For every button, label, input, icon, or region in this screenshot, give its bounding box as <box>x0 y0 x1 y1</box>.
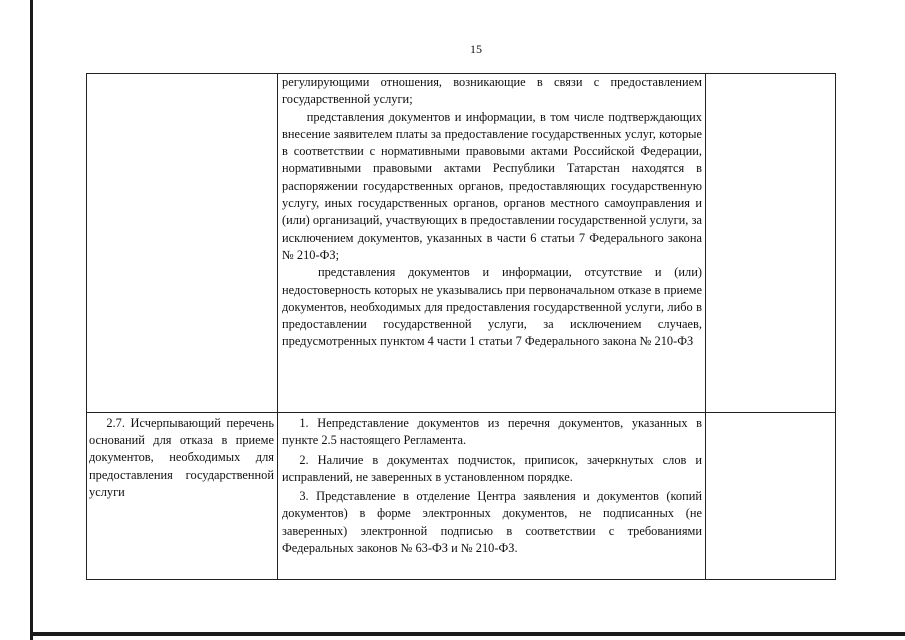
row1-content-cell <box>278 74 706 413</box>
page-frame-left-border <box>30 0 33 640</box>
row1-paragraph-2: представления документов и информации, в том числе подтверждающих внесение заявителем платы за предоставление государственных услуг, которые в соответствии с нормативными правовыми актами Российской Федерации, нормативными правовыми актами Республики Татарстан находятся в распоряжении государственных органов, предоставляющих государственную услугу, иных государственных органов, органов местного самоуправления и (или) организаций, участвующих в предоставлении государственной услуги, за исключением документов, указанных в части 6 статьи 7 Федерального закона № 210-ФЗ; <box>282 109 702 262</box>
row1-heading-cell <box>87 74 278 413</box>
row1-note-cell <box>706 74 836 413</box>
page-frame-bottom-border <box>30 632 905 636</box>
table-row <box>87 74 836 413</box>
row2-heading-text: 2.7. Исчерпывающий перечень оснований для отказа в приеме документов, необходимых для предоставления государственной услуги <box>89 416 274 499</box>
row2-note-cell <box>706 413 836 580</box>
row2-heading-cell <box>87 413 278 580</box>
row1-paragraph-1: регулирующими отношения, возникающие в связи с предоставлением государственной услуги; <box>282 75 702 107</box>
row2-paragraph-1: 1. Непредставление документов из перечня документов, указанных в пункте 2.5 настоящего Регламента. <box>282 416 702 448</box>
row2-paragraph-2: 2. Наличие в документах подчисток, приписок, зачеркнутых слов и исправлений, не заверенных в установленном порядке. <box>282 452 702 484</box>
regulation-table <box>86 73 836 580</box>
row1-paragraph-3: представления документов и информации, отсутствие и (или) недостоверность которых не указывались при первоначальном отказе в приеме документов, необходимых для предоставления государственной услуги, либо в предоставлении государственной услуги, за исключением случаев, предусмотренных пунктом 4 части 1 статьи 7 Федерального закона № 210-ФЗ <box>282 265 702 349</box>
row2-paragraph-3: 3. Представление в отделение Центра заявления и документов (копий документов) в форме электронных документов, не подписанных (не заверенных) электронной подписью в соответствии с требованиями Федеральных законов № 63-ФЗ и № 210-ФЗ. <box>282 489 702 556</box>
row2-content-cell <box>278 413 706 580</box>
table-row <box>87 413 836 580</box>
page-number: 15 <box>470 42 482 56</box>
